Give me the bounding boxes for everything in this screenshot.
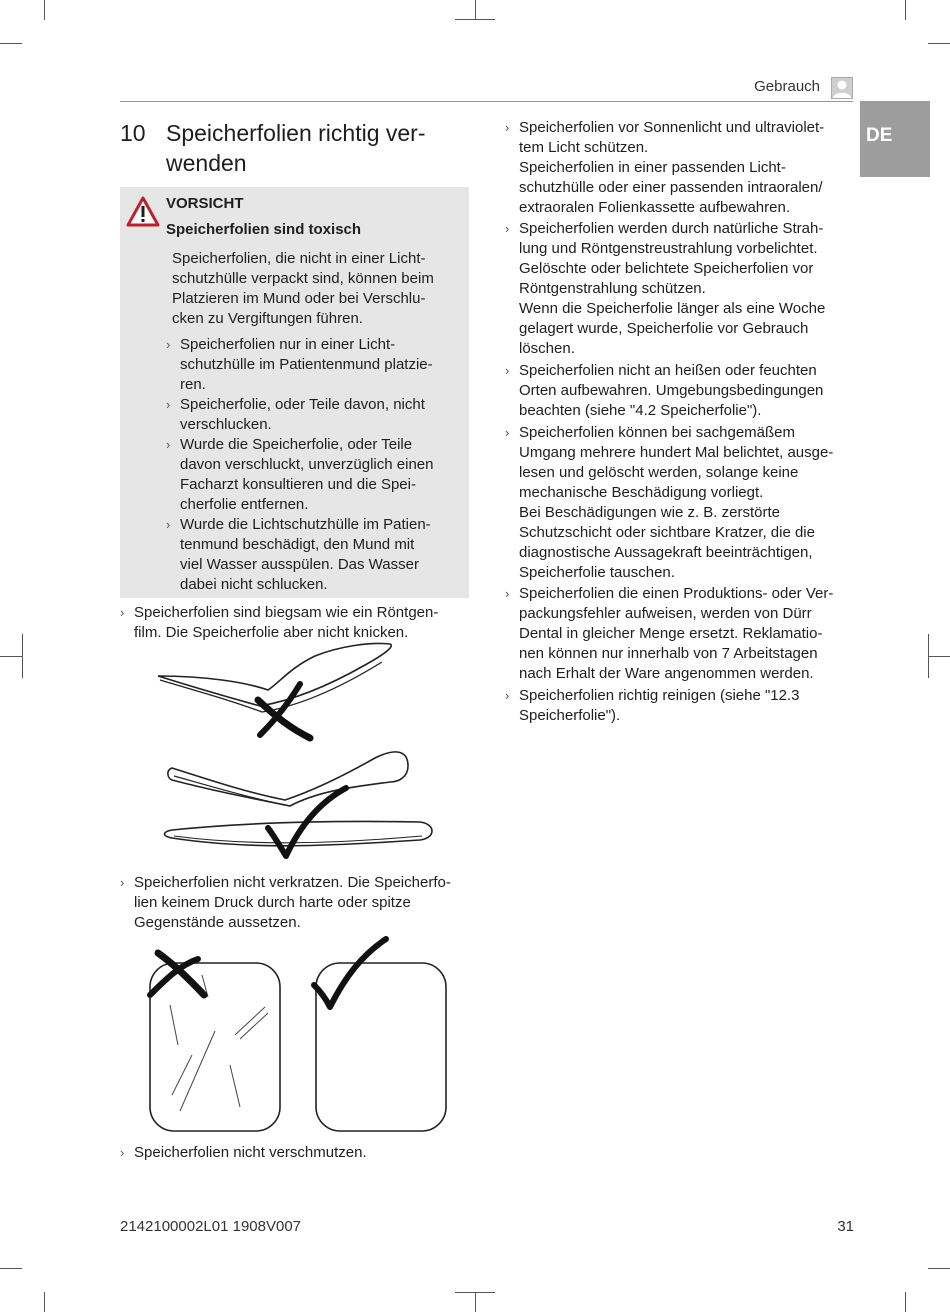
- document-code: 2142100002L01 1908V007: [120, 1218, 302, 1235]
- crop-mark: [475, 1292, 476, 1312]
- crop-mark: [928, 1268, 950, 1269]
- item-note: Wenn die Speicherfolie länger als eine Woche gelagert wurde, Speicherfolie vor Gebrauch löschen.: [519, 300, 826, 357]
- crop-mark: [928, 656, 950, 657]
- crop-mark: [44, 0, 45, 20]
- item-text: Speicherfolien sind biegsam wie ein Röntgen- film. Die Speicherfolie aber nicht knicken.: [134, 604, 439, 641]
- crop-mark: [0, 43, 22, 44]
- section-heading: [120, 118, 470, 178]
- item-text: Speicherfolien werden durch natürliche Strah- lung und Röntgenstreustrahlung vorbelichtet. Gelöschte oder belichtete Speicherfolien vor Röntgenstrahlung schützen.: [519, 220, 824, 297]
- crop-mark: [44, 1292, 45, 1312]
- list-item: [120, 873, 470, 933]
- bullet-icon: ›: [120, 1145, 125, 1160]
- crop-mark: [0, 656, 22, 657]
- warning-box: [120, 187, 469, 598]
- warning-list-item: [166, 435, 462, 515]
- warning-triangle-icon: [126, 196, 160, 227]
- item-note: Bei Beschädigungen wie z. B. zerstörte Schutzschicht oder sichtbare Kratzer, die die diagnostische Aussagekraft beeinträchtigen, Speicherfolie tauschen.: [519, 504, 815, 581]
- language-tab: DE: [860, 101, 930, 177]
- item-text: Speicherfolien können bei sachgemäßem Umgang mehrere hundert Mal belichtet, ausge- lesen und gelöscht werden, solange keine mechanische Beschädigung vorliegt.: [519, 424, 834, 501]
- section-number: 10: [120, 120, 146, 146]
- bullet-icon: ›: [120, 605, 125, 620]
- crop-mark: [928, 43, 950, 44]
- scratch-illustration: [140, 935, 455, 1135]
- list-item: [505, 361, 855, 421]
- list-item: [505, 686, 855, 726]
- user-icon: [831, 77, 853, 99]
- list-item: [120, 1143, 470, 1163]
- crop-mark: [455, 19, 495, 20]
- item-text: Speicherfolien nicht verschmutzen.: [134, 1144, 367, 1161]
- item-text: Speicherfolien nicht verkratzen. Die Speicherfo- lien keinem Druck durch harte oder spitze Gegenstände aussetzen.: [134, 874, 451, 931]
- bending-illustration: [150, 640, 440, 865]
- warning-item-text: Speicherfolien nur in einer Licht- schutzhülle im Patientenmund platzie- ren.: [180, 336, 433, 393]
- warning-subheading: Speicherfolien sind toxisch: [166, 221, 362, 238]
- bullet-icon: ›: [166, 337, 171, 352]
- list-item: [505, 584, 855, 684]
- crop-mark: [905, 0, 906, 20]
- bullet-icon: ›: [505, 425, 510, 440]
- bullet-icon: ›: [120, 875, 125, 890]
- list-item: [505, 118, 855, 218]
- warning-list: [166, 335, 462, 595]
- page-number: 31: [837, 1218, 854, 1235]
- item-note: Speicherfolien in einer passenden Licht- schutzhülle oder einer passenden intraoralen/ extraoralen Folienkassette aufbewahren.: [519, 159, 823, 216]
- item-text: Speicherfolien richtig reinigen (siehe "12.3 Speicherfolie").: [519, 687, 800, 724]
- crop-mark: [455, 1292, 495, 1293]
- warning-list-item: [166, 515, 462, 595]
- header-rule: [120, 101, 853, 102]
- list-item: [505, 423, 855, 583]
- warning-item-text: Wurde die Speicherfolie, oder Teile davon verschluckt, unverzüglich einen Facharzt konsultieren und die Spei- cherfolie entfernen.: [180, 436, 434, 513]
- section-title: Speicherfolien richtig ver- wenden: [166, 120, 426, 176]
- item-text: Speicherfolien die einen Produktions- oder Ver- packungsfehler aufweisen, werden von Dürr Dental in gleicher Menge ersetzt. Reklamatio- nen können nur innerhalb von 7 Arbeitstagen nach Erhalt der Ware angenommen werden.: [519, 585, 834, 682]
- warning-item-text: Wurde die Lichtschutzhülle im Patien- tenmund beschädigt, den Mund mit viel Wasser ausspülen. Das Wasser dabei nicht schlucken.: [180, 516, 431, 593]
- bullet-icon: ›: [505, 221, 510, 236]
- bullet-icon: ›: [505, 586, 510, 601]
- bullet-icon: ›: [505, 363, 510, 378]
- crop-mark: [905, 1292, 906, 1312]
- list-item: [120, 603, 470, 643]
- warning-list-item: [166, 395, 462, 435]
- bullet-icon: ›: [166, 437, 171, 452]
- bullet-icon: ›: [166, 397, 171, 412]
- bullet-icon: ›: [505, 688, 510, 703]
- item-text: Speicherfolien vor Sonnenlicht und ultraviolet- tem Licht schützen.: [519, 119, 825, 156]
- bullet-icon: ›: [505, 120, 510, 135]
- item-text: Speicherfolien nicht an heißen oder feuchten Orten aufbewahren. Umgebungsbedingungen beachten (siehe "4.2 Speicherfolie").: [519, 362, 824, 419]
- crop-mark: [22, 634, 23, 678]
- list-item: [505, 219, 855, 359]
- crop-mark: [475, 0, 476, 20]
- crop-mark: [0, 1268, 22, 1269]
- warning-heading: VORSICHT: [166, 195, 244, 212]
- bullet-icon: ›: [166, 517, 171, 532]
- header-section-label: Gebrauch: [754, 78, 820, 95]
- warning-item-text: Speicherfolie, oder Teile davon, nicht verschlucken.: [180, 396, 425, 433]
- warning-body: Speicherfolien, die nicht in einer Licht- schutzhülle verpackt sind, können beim Platzieren im Mund oder bei Verschlu- cken zu Vergiftungen führen.: [172, 250, 434, 327]
- warning-list-item: [166, 335, 462, 395]
